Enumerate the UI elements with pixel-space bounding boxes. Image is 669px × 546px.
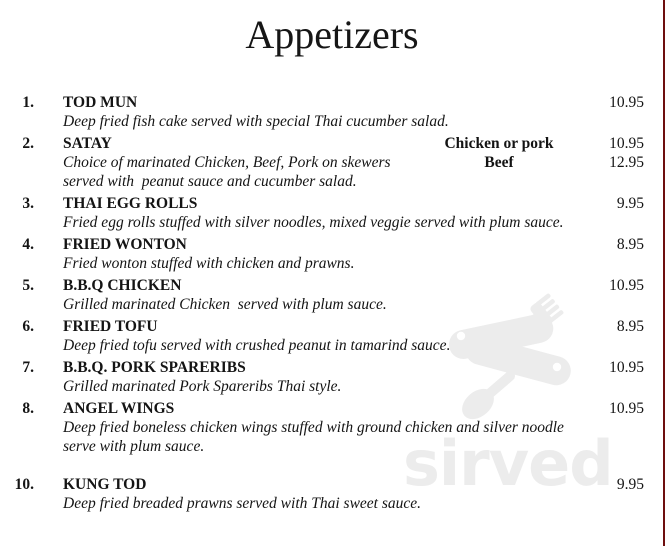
item-name: SATAY <box>63 135 112 152</box>
item-title-line <box>0 358 644 377</box>
item-description: Deep fried fish cake served with special Thai cucumber salad. <box>63 113 449 130</box>
item-title-line <box>0 475 644 494</box>
item-title-line <box>0 276 644 295</box>
item-name: FRIED WONTON <box>63 236 187 253</box>
item-description-line <box>0 172 644 191</box>
item-description: Fried wonton stuffed with chicken and prawns. <box>63 255 355 272</box>
item-title-line <box>0 194 644 213</box>
item-option-label <box>424 235 574 254</box>
item-description: Grilled marinated Chicken served with plum sauce. <box>63 296 387 313</box>
item-description: served with peanut sauce and cucumber salad. <box>63 173 357 190</box>
item-name: KUNG TOD <box>63 476 147 493</box>
item-name: FRIED TOFU <box>63 318 158 335</box>
item-description: Fried egg rolls stuffed with silver noodles, mixed veggie served with plum sauce. <box>63 214 564 231</box>
item-description-line <box>0 437 644 456</box>
item-price: 8.95 <box>616 318 644 335</box>
item-description-line <box>0 418 644 437</box>
item-number: 1. <box>22 94 34 111</box>
item-option-label <box>424 194 574 213</box>
item-option-label <box>424 475 574 494</box>
item-option-label <box>424 399 574 418</box>
item-name: TOD MUN <box>63 94 138 111</box>
menu-item <box>0 276 644 314</box>
item-description: serve with plum sauce. <box>63 438 205 455</box>
item-description: Grilled marinated Pork Spareribs Thai style. <box>63 378 342 395</box>
item-number: 8. <box>22 400 34 417</box>
item-description: Deep fried tofu served with crushed peanut in tamarind sauce. <box>63 337 451 354</box>
menu-item <box>0 317 644 355</box>
item-option-label: Chicken or pork <box>444 135 554 152</box>
item-title-line <box>0 317 644 336</box>
item-price: 9.95 <box>616 476 644 493</box>
item-price2: 12.95 <box>609 154 644 171</box>
item-number: 6. <box>22 318 34 335</box>
item-title-line <box>0 134 644 153</box>
item-description-line <box>0 377 644 396</box>
menu-list <box>0 93 644 516</box>
item-number: 5. <box>22 277 34 294</box>
item-price: 10.95 <box>609 400 644 417</box>
item-price: 10.95 <box>609 94 644 111</box>
menu-item <box>0 358 644 396</box>
item-price: 10.95 <box>609 359 644 376</box>
item-price: 8.95 <box>616 236 644 253</box>
item-name: B.B.Q CHICKEN <box>63 277 182 294</box>
menu-item <box>0 235 644 273</box>
item-option-label <box>424 358 574 377</box>
item-price: 10.95 <box>609 277 644 294</box>
menu-item <box>0 399 644 456</box>
item-description-line <box>0 336 644 355</box>
item-title-line <box>0 399 644 418</box>
item-price: 9.95 <box>616 195 644 212</box>
item-name: B.B.Q. PORK SPARERIBS <box>63 359 246 376</box>
menu-item <box>0 134 644 191</box>
page-title: Appetizers <box>245 12 419 57</box>
item-number: 3. <box>22 195 34 212</box>
item-title-line <box>0 235 644 254</box>
menu-item <box>0 194 644 232</box>
item-description: Choice of marinated Chicken, Beef, Pork on skewers <box>63 154 391 171</box>
menu-item <box>0 93 644 131</box>
item-number: 10. <box>14 476 34 493</box>
item-option-label <box>424 317 574 336</box>
item-description-line <box>0 153 644 172</box>
page-right-border <box>663 0 665 546</box>
item-number: 4. <box>22 236 34 253</box>
item-option2-label: Beef <box>484 154 514 171</box>
item-description-line <box>0 295 644 314</box>
item-option-label <box>424 276 574 295</box>
item-name: ANGEL WINGS <box>63 400 175 417</box>
item-description-line <box>0 494 644 513</box>
item-description-line <box>0 213 644 232</box>
item-description: Deep fried breaded prawns served with Thai sweet sauce. <box>63 495 422 512</box>
item-description-line <box>0 254 644 273</box>
item-title-line <box>0 93 644 112</box>
item-description-line <box>0 112 644 131</box>
item-name: THAI EGG ROLLS <box>63 195 198 212</box>
item-number: 7. <box>22 359 34 376</box>
item-price: 10.95 <box>609 135 644 152</box>
menu-item <box>0 475 644 513</box>
sirved-wordmark: sirved <box>403 427 613 500</box>
item-number: 2. <box>22 135 34 152</box>
item-description: Deep fried boneless chicken wings stuffed with ground chicken and silver noodle <box>63 419 564 436</box>
item-option-label <box>424 93 574 112</box>
